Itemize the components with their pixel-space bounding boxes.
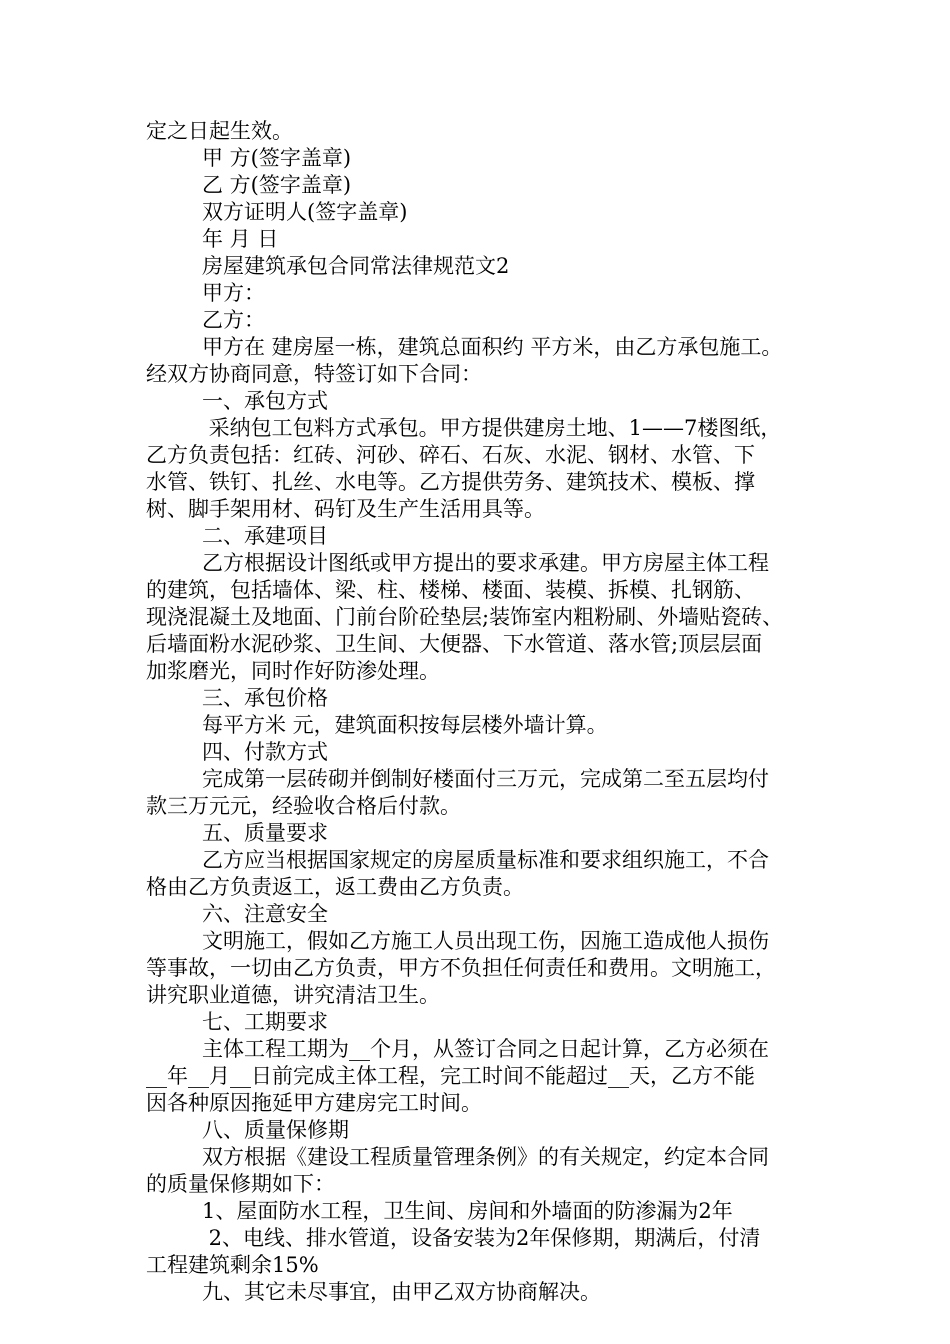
text-line: 主体工程工期为__个月，从签订合同之日起计算，乙方必须在 [202,1037,769,1061]
text-line: 定之日起生效。 [146,119,293,143]
section-heading: 六、注意安全 [202,902,328,926]
text-line: 因各种原因拖延甲方建房完工时间。 [146,1091,482,1115]
text-line: 后墙面粉水泥砂浆、卫生间、大便器、下水管道、落水管;顶层层面 [146,632,763,656]
text-line: 完成第一层砖砌并倒制好楼面付三万元，完成第二至五层均付 [202,767,769,791]
text-line: 的质量保修期如下： [146,1172,335,1196]
document-page [146,118,826,1306]
text-line: 文明施工，假如乙方施工人员出现工伤，因施工造成他人损伤 [202,929,769,953]
text-line: 现浇混凝土及地面、门前台阶砼垫层;装饰室内粗粉刷、外墙贴瓷砖、 [146,605,784,629]
section-heading: 四、付款方式 [202,740,328,764]
section-heading: 九、其它未尽事宜，由甲乙双方协商解决。 [202,1280,601,1304]
text-line: 经双方协商同意，特签订如下合同： [146,362,482,386]
text-line: __年__月__日前完成主体工程，完工时间不能超过__天，乙方不能 [146,1064,755,1088]
text-line: 每平方米 元，建筑面积按每层楼外墙计算。 [202,713,608,737]
text-line: 等事故，一切由乙方负责，甲方不负担任何责任和费用。文明施工， [146,956,776,980]
text-line: 讲究职业道德，讲究清洁卫生。 [146,983,440,1007]
text-line: 乙方根据设计图纸或甲方提出的要求承建。甲方房屋主体工程 [202,551,769,575]
text-line: 乙方： [202,308,265,332]
text-line: 1、屋面防水工程，卫生间、房间和外墙面的防渗漏为2年 [202,1199,733,1223]
text-line: 树、脚手架用材、码钉及生产生活用具等。 [146,497,545,521]
text-line: 双方根据《建设工程质量管理条例》的有关规定，约定本合同 [202,1145,769,1169]
text-line: 甲方在 建房屋一栋，建筑总面积约 平方米，由乙方承包施工。 [202,335,783,359]
section-heading: 八、质量保修期 [202,1118,349,1142]
text-line: 格由乙方负责返工，返工费由乙方负责。 [146,875,524,899]
section-heading: 五、质量要求 [202,821,328,845]
text-line: 甲 方(签字盖章) [202,146,352,170]
text-line: 采纳包工包料方式承包。甲方提供建房土地、1——7楼图纸， [202,416,782,440]
text-line: 年 月 日 [202,227,279,251]
text-line: 乙方应当根据国家规定的房屋质量标准和要求组织施工，不合 [202,848,769,872]
section-heading: 七、工期要求 [202,1010,328,1034]
section-heading: 二、承建项目 [202,524,328,548]
section-heading: 一、承包方式 [202,389,328,413]
document-title: 房屋建筑承包合同常法律规范文2 [202,254,510,278]
text-line: 2、电线、排水管道，设备安装为2年保修期，期满后，付清 [202,1226,761,1250]
text-line: 的建筑，包括墙体、梁、柱、楼梯、楼面、装模、拆模、扎钢筋、 [146,578,755,602]
section-heading: 三、承包价格 [202,686,328,710]
text-line: 水管、铁钉、扎丝、水电等。乙方提供劳务、建筑技术、模板、撑 [146,470,755,494]
text-line: 双方证明人(签字盖章) [202,200,408,224]
text-line: 加浆磨光，同时作好防渗处理。 [146,659,440,683]
text-line: 工程建筑剩余15% [146,1253,319,1277]
text-line: 款三万元元，经验收合格后付款。 [146,794,461,818]
text-line: 乙 方(签字盖章) [202,173,352,197]
text-line: 甲方： [202,281,265,305]
text-line: 乙方负责包括：红砖、河砂、碎石、石灰、水泥、钢材、水管、下 [146,443,755,467]
